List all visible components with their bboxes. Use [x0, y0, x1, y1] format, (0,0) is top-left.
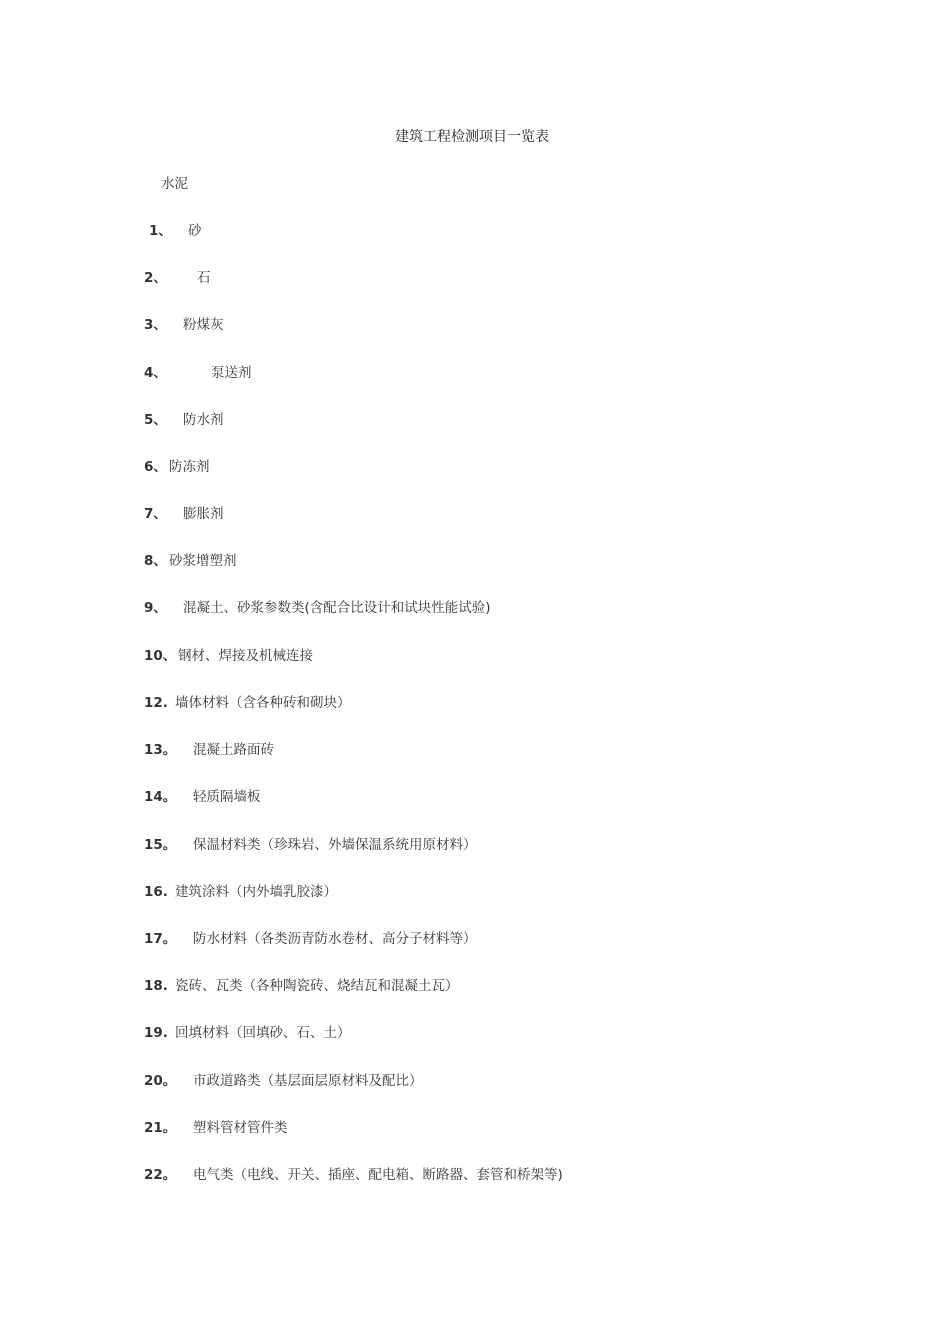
item-text: 市政道路类（基层面层原材料及配比）	[193, 1073, 423, 1089]
item-number: 22。	[144, 1167, 177, 1183]
item-text: 砂	[188, 223, 202, 239]
document-title: 建筑工程检测项目一览表	[395, 129, 549, 145]
item-text: 建筑涂料（内外墙乳胶漆）	[175, 884, 337, 900]
item-number: 14。	[144, 789, 177, 805]
item-text: 防水剂	[183, 412, 224, 428]
item-text: 塑料管材管件类	[193, 1120, 288, 1136]
item-number: 1、	[149, 223, 172, 239]
item-number: 16.	[144, 884, 168, 900]
item-text: 防冻剂	[169, 459, 210, 475]
item-number: 8、	[144, 553, 167, 569]
item-text: 石	[197, 270, 211, 286]
item-text: 瓷砖、瓦类（各种陶瓷砖、烧结瓦和混凝土瓦）	[175, 978, 459, 994]
item-text: 防水材料（各类沥青防水卷材、高分子材料等）	[193, 931, 477, 947]
item-number: 15。	[144, 837, 177, 853]
item-number: 4、	[144, 365, 167, 381]
item-text: 泵送剂	[211, 365, 252, 381]
item-number: 6、	[144, 459, 167, 475]
item-number: 17。	[144, 931, 177, 947]
item-number: 2、	[144, 270, 167, 286]
item-text: 混凝土路面砖	[193, 742, 274, 758]
item-text: 粉煤灰	[183, 317, 224, 333]
item-text: 砂浆增塑剂	[169, 553, 237, 569]
item-number: 21。	[144, 1120, 177, 1136]
item-number: 3、	[144, 317, 167, 333]
item-number: 20。	[144, 1073, 177, 1089]
item-text: 轻质隔墙板	[193, 789, 261, 805]
item-text: 混凝土、砂浆参数类(含配合比设计和试块性能试验)	[183, 600, 491, 616]
item-text: 水泥	[161, 176, 188, 192]
item-number: 12.	[144, 695, 168, 711]
item-number: 9、	[144, 600, 167, 616]
item-text: 电气类（电线、开关、插座、配电箱、断路器、套管和桥架等)	[193, 1167, 563, 1183]
item-number: 5、	[144, 412, 167, 428]
item-number: 18.	[144, 978, 168, 994]
item-text: 墙体材料（含各种砖和砌块）	[175, 695, 351, 711]
item-text: 钢材、焊接及机械连接	[178, 648, 313, 664]
item-number: 10、	[144, 648, 177, 664]
item-text: 回填材料（回填砂、石、土）	[175, 1025, 351, 1041]
item-text: 膨胀剂	[183, 506, 224, 522]
item-number: 7、	[144, 506, 167, 522]
item-text: 保温材料类（珍珠岩、外墙保温系统用原材料）	[193, 837, 477, 853]
item-number: 13。	[144, 742, 177, 758]
item-number: 19.	[144, 1025, 168, 1041]
